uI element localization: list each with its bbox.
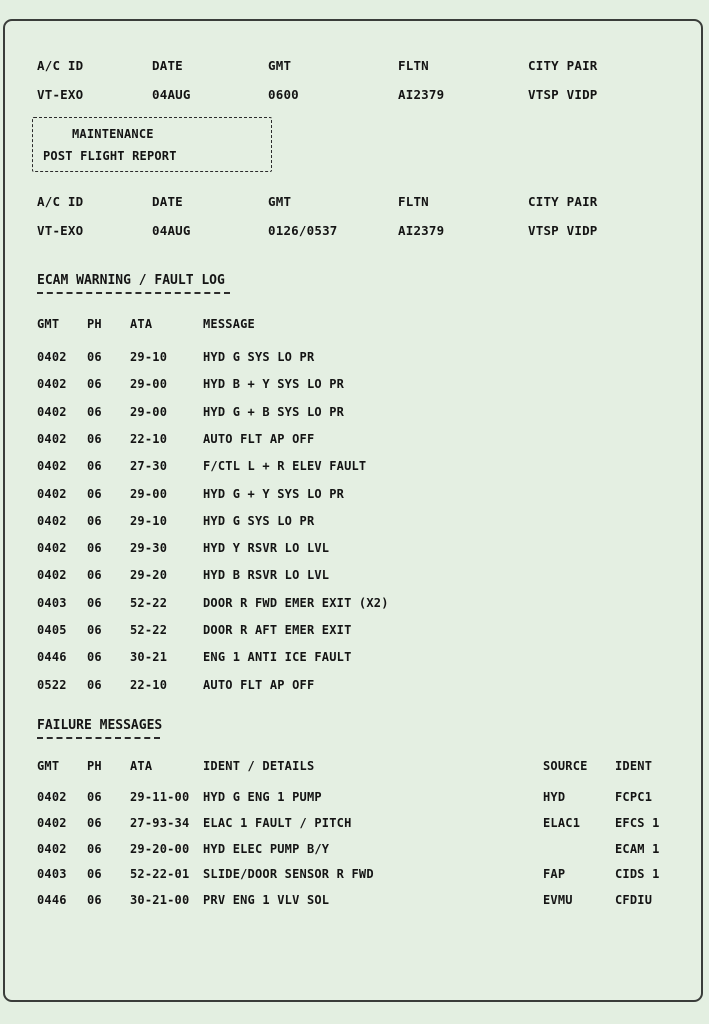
header-value-gmt: 0600 xyxy=(268,87,299,102)
ecam-cell-ph: 06 xyxy=(87,432,102,446)
ecam-col-message: MESSAGE xyxy=(203,317,255,331)
report-title-line1: MAINTENANCE xyxy=(72,127,154,141)
failure-cell-ata: 29-20-00 xyxy=(130,842,190,856)
failure-cell-gmt: 0403 xyxy=(37,867,67,881)
header-value-city-pair: VTSP VIDP xyxy=(528,87,598,102)
failure-cell-ident-details: SLIDE/DOOR SENSOR R FWD xyxy=(203,867,374,881)
ecam-cell-gmt: 0402 xyxy=(37,350,67,364)
failure-cell-ident: FCPC1 xyxy=(615,790,653,804)
ecam-cell-gmt: 0402 xyxy=(37,459,67,473)
failure-col-ata: ATA xyxy=(130,759,153,773)
failure-cell-ata: 27-93-34 xyxy=(130,816,190,830)
failure-cell-ph: 06 xyxy=(87,893,102,907)
ecam-cell-message: DOOR R FWD EMER EXIT (X2) xyxy=(203,596,389,610)
ecam-cell-ph: 06 xyxy=(87,377,102,391)
failure-cell-ident: ECAM 1 xyxy=(615,842,660,856)
header-value-fltn: AI2379 xyxy=(398,87,445,102)
failure-cell-source: FAP xyxy=(543,867,566,881)
failure-cell-gmt: 0402 xyxy=(37,842,67,856)
ecam-cell-gmt: 0402 xyxy=(37,432,67,446)
failure-cell-source: HYD xyxy=(543,790,566,804)
header-label-date: DATE xyxy=(152,58,183,73)
failure-cell-ident-details: PRV ENG 1 VLV SOL xyxy=(203,893,330,907)
ecam-cell-ata: 52-22 xyxy=(130,623,168,637)
ecam-cell-ata: 29-20 xyxy=(130,568,168,582)
failure-cell-gmt: 0402 xyxy=(37,790,67,804)
ecam-cell-ata: 29-00 xyxy=(130,487,168,501)
ecam-cell-ph: 06 xyxy=(87,568,102,582)
ecam-cell-message: AUTO FLT AP OFF xyxy=(203,432,315,446)
failure-cell-gmt: 0402 xyxy=(37,816,67,830)
ecam-cell-ata: 22-10 xyxy=(130,432,168,446)
failure-cell-ident-details: HYD G ENG 1 PUMP xyxy=(203,790,322,804)
ecam-cell-ph: 06 xyxy=(87,596,102,610)
ecam-cell-gmt: 0405 xyxy=(37,623,67,637)
failure-cell-ata: 30-21-00 xyxy=(130,893,190,907)
header-label-ac-id: A/C ID xyxy=(37,194,84,209)
ecam-cell-gmt: 0403 xyxy=(37,596,67,610)
ecam-cell-message: HYD G SYS LO PR xyxy=(203,350,315,364)
failure-cell-ident: CFDIU xyxy=(615,893,653,907)
header-label-date: DATE xyxy=(152,194,183,209)
ecam-cell-ph: 06 xyxy=(87,405,102,419)
ecam-cell-gmt: 0402 xyxy=(37,541,67,555)
header-value-date: 04AUG xyxy=(152,87,191,102)
ecam-cell-ata: 29-10 xyxy=(130,514,168,528)
ecam-cell-gmt: 0522 xyxy=(37,678,67,692)
failure-cell-ata: 29-11-00 xyxy=(130,790,190,804)
ecam-cell-ph: 06 xyxy=(87,623,102,637)
ecam-cell-message: F/CTL L + R ELEV FAULT xyxy=(203,459,367,473)
header-value-ac-id: VT-EXO xyxy=(37,87,84,102)
ecam-cell-message: ENG 1 ANTI ICE FAULT xyxy=(203,650,352,664)
failure-cell-ata: 52-22-01 xyxy=(130,867,190,881)
header-label-fltn: FLTN xyxy=(398,194,429,209)
header-value-fltn: AI2379 xyxy=(398,223,445,238)
failure-col-ident-details: IDENT / DETAILS xyxy=(203,759,315,773)
ecam-cell-ata: 30-21 xyxy=(130,650,168,664)
ecam-section-title: ECAM WARNING / FAULT LOG xyxy=(37,273,225,288)
header-label-gmt: GMT xyxy=(268,194,292,209)
header-label-gmt: GMT xyxy=(268,58,292,73)
failure-cell-gmt: 0446 xyxy=(37,893,67,907)
ecam-title-underline xyxy=(37,292,230,294)
ecam-cell-gmt: 0402 xyxy=(37,405,67,419)
ecam-cell-ph: 06 xyxy=(87,678,102,692)
failure-col-source: SOURCE xyxy=(543,759,588,773)
failure-cell-ident-details: ELAC 1 FAULT / PITCH xyxy=(203,816,352,830)
ecam-cell-ph: 06 xyxy=(87,650,102,664)
ecam-cell-message: HYD G SYS LO PR xyxy=(203,514,315,528)
failure-cell-source: ELAC1 xyxy=(543,816,581,830)
ecam-cell-ph: 06 xyxy=(87,514,102,528)
failure-cell-source: EVMU xyxy=(543,893,573,907)
ecam-cell-message: HYD B + Y SYS LO PR xyxy=(203,377,345,391)
header-value-ac-id: VT-EXO xyxy=(37,223,84,238)
ecam-cell-message: AUTO FLT AP OFF xyxy=(203,678,315,692)
header-label-fltn: FLTN xyxy=(398,58,429,73)
failure-cell-ident: CIDS 1 xyxy=(615,867,660,881)
ecam-cell-ata: 27-30 xyxy=(130,459,168,473)
failure-cell-ident-details: HYD ELEC PUMP B/Y xyxy=(203,842,330,856)
ecam-cell-ph: 06 xyxy=(87,350,102,364)
header-label-ac-id: A/C ID xyxy=(37,58,84,73)
ecam-cell-ata: 29-30 xyxy=(130,541,168,555)
ecam-cell-gmt: 0446 xyxy=(37,650,67,664)
header-label-city-pair: CITY PAIR xyxy=(528,58,598,73)
ecam-cell-gmt: 0402 xyxy=(37,377,67,391)
report-title-box xyxy=(32,117,272,172)
header-value-city-pair: VTSP VIDP xyxy=(528,223,598,238)
ecam-col-gmt: GMT xyxy=(37,317,60,331)
ecam-cell-ph: 06 xyxy=(87,487,102,501)
ecam-cell-gmt: 0402 xyxy=(37,568,67,582)
failure-section-title: FAILURE MESSAGES xyxy=(37,718,163,733)
header-value-date: 04AUG xyxy=(152,223,191,238)
ecam-cell-message: HYD B RSVR LO LVL xyxy=(203,568,330,582)
ecam-cell-ata: 29-00 xyxy=(130,377,168,391)
ecam-col-ph: PH xyxy=(87,317,102,331)
ecam-cell-message: HYD Y RSVR LO LVL xyxy=(203,541,330,555)
ecam-cell-ata: 29-10 xyxy=(130,350,168,364)
ecam-cell-ph: 06 xyxy=(87,459,102,473)
ecam-cell-message: HYD G + Y SYS LO PR xyxy=(203,487,345,501)
failure-title-underline xyxy=(37,737,160,739)
ecam-cell-ph: 06 xyxy=(87,541,102,555)
ecam-cell-ata: 29-00 xyxy=(130,405,168,419)
failure-col-gmt: GMT xyxy=(37,759,60,773)
report-title-line2: POST FLIGHT REPORT xyxy=(43,149,177,163)
ecam-cell-ata: 52-22 xyxy=(130,596,168,610)
header-label-city-pair: CITY PAIR xyxy=(528,194,598,209)
ecam-cell-gmt: 0402 xyxy=(37,514,67,528)
header-value-gmt: 0126/0537 xyxy=(268,223,338,238)
failure-cell-ph: 06 xyxy=(87,867,102,881)
failure-cell-ph: 06 xyxy=(87,790,102,804)
failure-col-ident: IDENT xyxy=(615,759,653,773)
ecam-cell-gmt: 0402 xyxy=(37,487,67,501)
failure-cell-ph: 06 xyxy=(87,816,102,830)
ecam-cell-ata: 22-10 xyxy=(130,678,168,692)
ecam-cell-message: HYD G + B SYS LO PR xyxy=(203,405,345,419)
ecam-col-ata: ATA xyxy=(130,317,153,331)
failure-col-ph: PH xyxy=(87,759,102,773)
failure-cell-ph: 06 xyxy=(87,842,102,856)
failure-cell-ident: EFCS 1 xyxy=(615,816,660,830)
ecam-cell-message: DOOR R AFT EMER EXIT xyxy=(203,623,352,637)
